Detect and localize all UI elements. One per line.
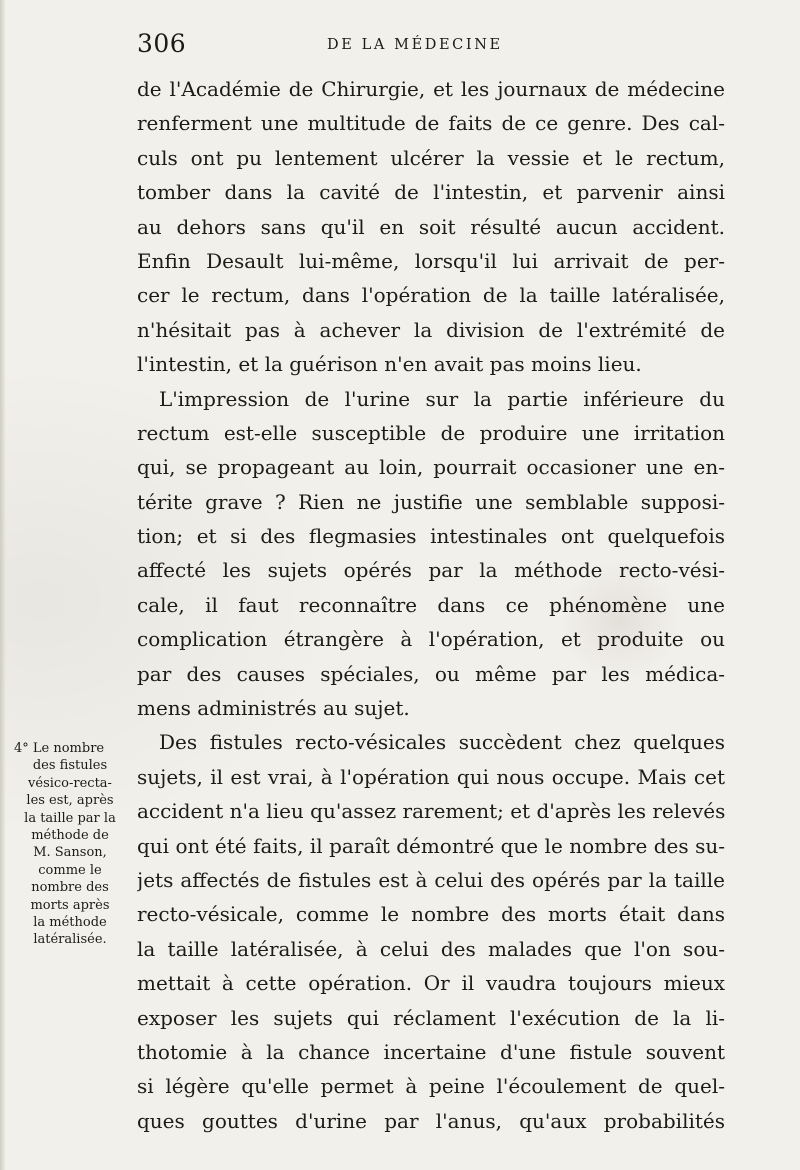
text-line: tomber dans la cavité de l'intestin, et parvenir ainsi xyxy=(137,180,725,205)
running-head: DE LA MÉDECINE xyxy=(327,37,503,53)
text-line: renferment une multitude de faits de ce genre. Des cal- xyxy=(137,111,725,136)
text-line: qui, se propageant au loin, pourrait occasioner une en- xyxy=(137,455,725,480)
text-line: Enfin Desault lui-même, lorsqu'il lui arrivait de per- xyxy=(137,248,725,273)
text-line: cale, il faut reconnaître dans ce phénomène une xyxy=(137,592,725,617)
text-line: cer le rectum, dans l'opération de la taille latéralisée, xyxy=(137,283,725,308)
text-line: complication étrangère à l'opération, et produite ou xyxy=(137,627,725,652)
text-line: jets affectés de fistules est à celui des opérés par la taille xyxy=(137,867,725,892)
main-text-block xyxy=(137,72,725,1138)
text-line: si légère qu'elle permet à peine l'écoulement de quel- xyxy=(137,1074,725,1099)
margin-note-line: comme le xyxy=(38,862,102,878)
text-line: mens administrés au sujet. xyxy=(137,696,410,721)
text-line: affecté les sujets opérés par la méthode recto-vési- xyxy=(137,558,725,583)
text-line: au dehors sans qu'il en soit résulté aucun accident. xyxy=(137,214,725,239)
margin-note-line: les est, après xyxy=(26,793,114,809)
margin-note-line: des fistules xyxy=(32,758,108,774)
text-line: tion; et si des flegmasies intestinales ont quelquefois xyxy=(137,524,725,549)
page-gutter-shadow xyxy=(0,0,6,1170)
margin-note-line: la taille par la xyxy=(24,810,116,826)
margin-note-line: latéralisée. xyxy=(33,932,107,948)
text-line: culs ont pu lentement ulcérer la vessie et le rectum, xyxy=(137,145,725,170)
text-line: thotomie à la chance incertaine d'une fistule souvent xyxy=(137,1039,725,1064)
margin-note-line: nombre des xyxy=(31,880,109,896)
text-line: ques gouttes d'urine par l'anus, qu'aux probabilités xyxy=(137,1108,725,1133)
margin-note-line: vésico-recta- xyxy=(28,775,112,791)
text-line: Des fistules recto-vésicales succèdent chez quelques xyxy=(159,730,725,755)
margin-note-line: M. Sanson, xyxy=(33,845,107,861)
text-line: rectum est-elle susceptible de produire une irritation xyxy=(137,420,725,445)
text-line: par des causes spéciales, ou même par les médica- xyxy=(137,661,725,686)
text-line: accident n'a lieu qu'assez rarement; et d'après les relevés xyxy=(137,799,725,824)
margin-note-line: morts après xyxy=(30,897,110,913)
margin-note-line: méthode de xyxy=(31,827,109,843)
page-number: 306 xyxy=(137,29,187,58)
text-line: de l'Académie de Chirurgie, et les journaux de médecine xyxy=(137,77,725,101)
margin-note xyxy=(14,740,126,949)
margin-note-line: 4° Le nombre xyxy=(14,741,105,756)
page-header xyxy=(137,28,727,64)
text-line: L'impression de l'urine sur la partie inférieure du xyxy=(159,386,725,411)
text-line: sujets, il est vrai, à l'opération qui nous occupe. Mais cet xyxy=(137,764,725,789)
text-line: recto-vésicale, comme le nombre des morts était dans xyxy=(137,902,725,927)
text-line: n'hésitait pas à achever la division de l'extrémité de xyxy=(137,317,725,342)
text-line: qui ont été faits, il paraît démontré que le nombre des su- xyxy=(137,833,725,858)
text-line: mettait à cette opération. Or il vaudra toujours mieux xyxy=(137,971,725,996)
margin-note-line: la méthode xyxy=(33,914,107,930)
text-line: exposer les sujets qui réclament l'exécution de la li- xyxy=(137,1005,725,1030)
text-line: la taille latéralisée, à celui des malades que l'on sou- xyxy=(137,936,725,961)
text-line: térite grave ? Rien ne justifie une semblable supposi- xyxy=(137,489,725,514)
text-line: l'intestin, et la guérison n'en avait pas moins lieu. xyxy=(137,352,642,377)
